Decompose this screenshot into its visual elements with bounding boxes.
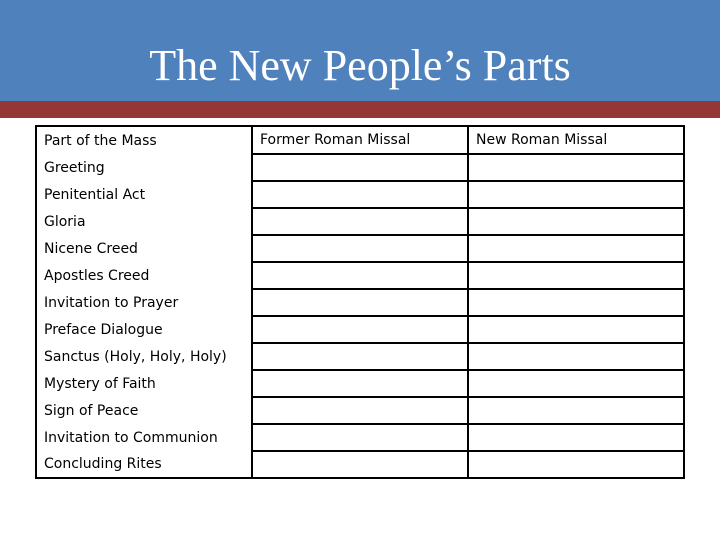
slide-title: The New People’s Parts (149, 41, 571, 90)
former-missal-cell (252, 316, 468, 343)
former-missal-cell (252, 343, 468, 370)
table-row (36, 397, 684, 424)
table-row (36, 316, 684, 343)
mass-part-cell: Sign of Peace (36, 397, 252, 424)
mass-part-cell: Preface Dialogue (36, 316, 252, 343)
mass-part-cell: Greeting (36, 154, 252, 181)
mass-part-cell: Penitential Act (36, 181, 252, 208)
former-missal-cell (252, 397, 468, 424)
table-row (36, 235, 684, 262)
table-row (36, 208, 684, 235)
table-header-row (36, 126, 684, 154)
new-missal-cell (468, 235, 684, 262)
mass-parts-table (35, 125, 685, 479)
new-missal-cell (468, 208, 684, 235)
accent-bar (0, 101, 720, 118)
mass-part-cell: Invitation to Communion (36, 424, 252, 451)
mass-part-cell: Apostles Creed (36, 262, 252, 289)
new-missal-cell (468, 289, 684, 316)
former-missal-cell (252, 235, 468, 262)
former-missal-cell (252, 370, 468, 397)
header-part-of-mass: Part of the Mass (36, 126, 252, 154)
table-row (36, 154, 684, 181)
table-row (36, 289, 684, 316)
new-missal-cell (468, 424, 684, 451)
mass-part-cell: Sanctus (Holy, Holy, Holy) (36, 343, 252, 370)
mass-part-cell: Concluding Rites (36, 451, 252, 478)
table-row (36, 181, 684, 208)
former-missal-cell (252, 208, 468, 235)
table-row (36, 424, 684, 451)
mass-part-cell: Invitation to Prayer (36, 289, 252, 316)
mass-part-cell: Gloria (36, 208, 252, 235)
new-missal-cell (468, 181, 684, 208)
new-missal-cell (468, 397, 684, 424)
header-former-missal: Former Roman Missal (252, 126, 468, 154)
new-missal-cell (468, 343, 684, 370)
header-new-missal: New Roman Missal (468, 126, 684, 154)
former-missal-cell (252, 289, 468, 316)
mass-part-cell: Mystery of Faith (36, 370, 252, 397)
former-missal-cell (252, 262, 468, 289)
new-missal-cell (468, 451, 684, 478)
former-missal-cell (252, 154, 468, 181)
mass-part-cell: Nicene Creed (36, 235, 252, 262)
table-row (36, 370, 684, 397)
new-missal-cell (468, 370, 684, 397)
new-missal-cell (468, 316, 684, 343)
former-missal-cell (252, 451, 468, 478)
new-missal-cell (468, 262, 684, 289)
table-row (36, 343, 684, 370)
table-row (36, 451, 684, 478)
new-missal-cell (468, 154, 684, 181)
table-row (36, 262, 684, 289)
former-missal-cell (252, 424, 468, 451)
former-missal-cell (252, 181, 468, 208)
